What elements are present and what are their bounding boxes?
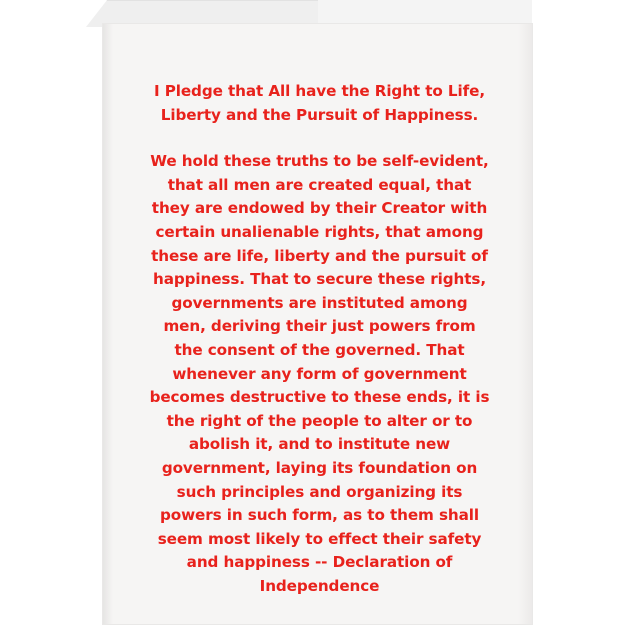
card-text-block	[149, 80, 490, 598]
greeting-card-front	[103, 24, 532, 624]
card-body: We hold these truths to be self-evident, that all men are created equal, that they are endowed by their Creator with certain unalienable rights, that among these are life, liberty and the pursuit of happiness. That to secure these rights, governments are instituted among men, deriving their just powers from the consent of the governed. That whenever any form of government becomes destructive to these ends, it is the right of the people to alter or to abolish it, and to institute new government, laying its foundation on such principles and organizing its powers in such form, as to them shall seem most likely to effect their safety and happiness -- Declaration of Independence	[149, 152, 490, 595]
card-inner-panel-right	[318, 0, 532, 26]
card-title: I Pledge that All have the Right to Life, Liberty and the Pursuit of Happiness.	[153, 82, 485, 124]
